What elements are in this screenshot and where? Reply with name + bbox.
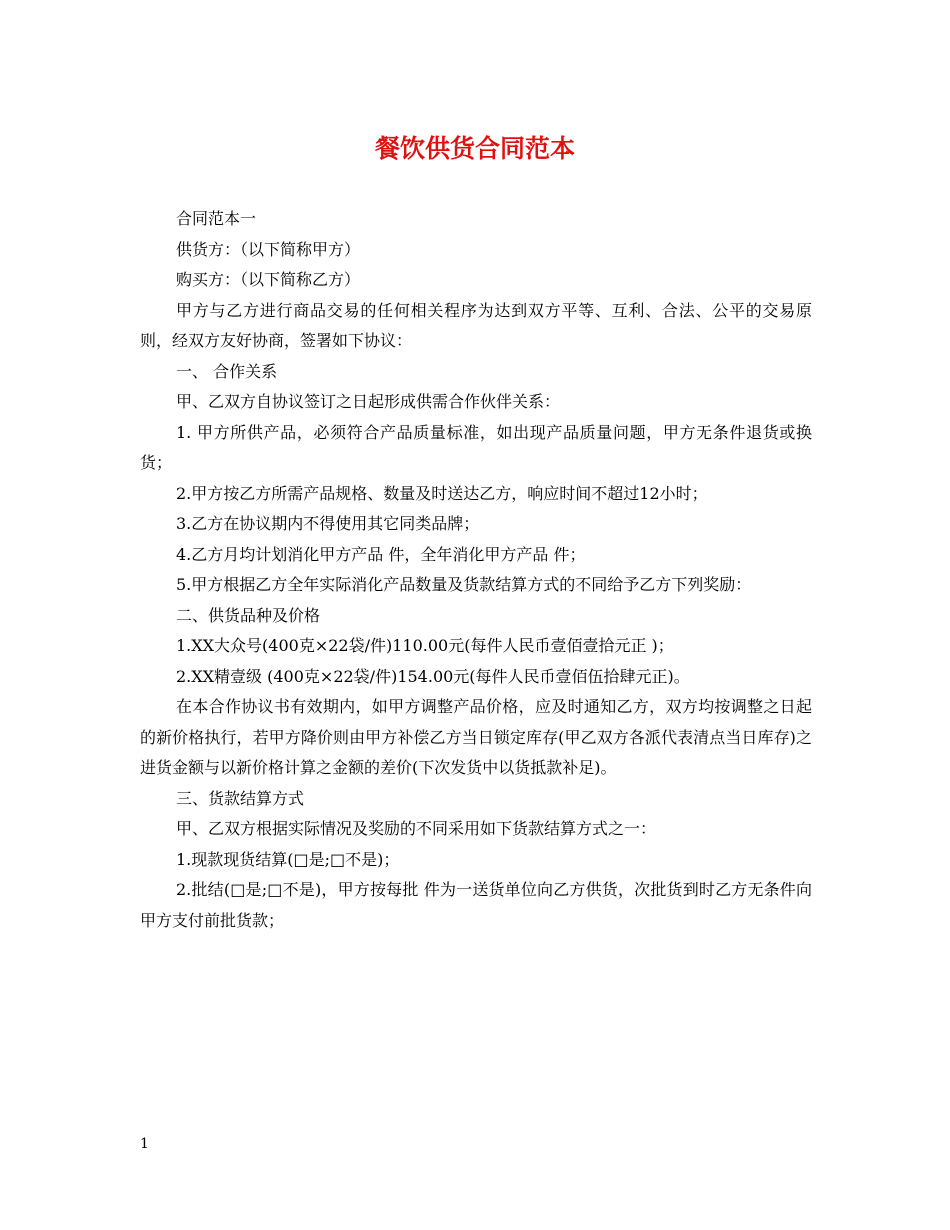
list-item: 4.乙方月均计划消化甲方产品 件，全年消化甲方产品 件； [176,544,586,564]
section-heading: 一、 合作关系 [176,361,278,381]
paragraph: 甲、乙双方根据实际情况及奖励的不同采用如下货款结算方式之一： [176,819,657,838]
list-item: 2.甲方按乙方所需产品规格、数量及时送达乙方，响应时间不超过12小时； [176,483,708,503]
paragraph: 甲、乙双方自协议签订之日起形成供需合作伙伴关系： [176,392,561,411]
paragraph: 在本合作协议书有效期内，如甲方调整产品价格，应及时通知乙方，双方均按调整之日起的新价格执行，若甲方降价则由甲方补偿乙方当日锁定库存(甲乙双方各派代表清点当日库存)之进货金额与以新价格计算之金额的差价(下次发货中以货抵款补足)。 [140,697,812,777]
list-item: 1.现款现货结算(□是;□不是)； [176,849,400,869]
section-heading: 二、供货品种及价格 [176,605,321,625]
list-item: 5.甲方根据乙方全年实际消化产品数量及货款结算方式的不同给予乙方下列奖励： [176,575,752,594]
list-item: 2.XX精壹级 (400克×22袋/件)154.00元(每件人民币壹佰伍拾肆元正)。 [176,666,690,686]
list-item: 1.XX大众号(400克×22袋/件)110.00元(每件人民币壹佰壹拾元正 )； [176,636,674,655]
paragraph: 合同范本一 [176,209,257,228]
paragraph: 甲方与乙方进行商品交易的任何相关程序为达到双方平等、互利、合法、公平的交易原则，经双方友好协商，签署如下协议： [140,300,812,350]
list-item: 2.批结(□是;□不是)，甲方按每批 件为一送货单位向乙方供货，次批货到时乙方无条件向甲方支付前批货款； [140,880,812,930]
document-title: 餐饮供货合同范本 [374,134,575,163]
section-heading: 三、货款结算方式 [176,788,305,808]
page-number: 1 [140,1136,149,1152]
paragraph: 购买方：（以下简称乙方） [176,270,361,289]
document-body [140,204,812,936]
paragraph: 供货方：（以下简称甲方） [176,239,361,259]
list-item: 1. 甲方所供产品，必须符合产品质量标准，如出现产品质量问题，甲方无条件退货或换货； [140,422,812,472]
list-item: 3.乙方在协议期内不得使用其它同类品牌； [176,514,480,533]
